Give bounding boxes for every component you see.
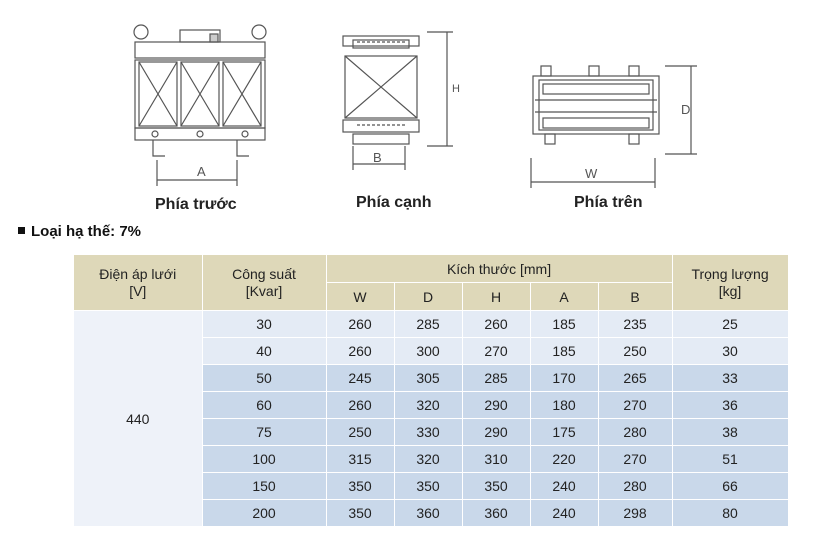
d-cell: 285: [394, 311, 462, 338]
front-view-drawing: [125, 20, 275, 190]
power-cell: 50: [202, 365, 326, 392]
a-cell: 240: [530, 473, 598, 500]
weight-cell: 51: [672, 446, 788, 473]
header-dimensions: Kích thước [mm]: [326, 255, 672, 283]
b-cell: 250: [598, 338, 672, 365]
d-cell: 300: [394, 338, 462, 365]
h-cell: 290: [462, 392, 530, 419]
power-cell: 100: [202, 446, 326, 473]
power-cell: 150: [202, 473, 326, 500]
h-cell: 285: [462, 365, 530, 392]
header-d: D: [394, 283, 462, 311]
weight-cell: 25: [672, 311, 788, 338]
section-subtitle: [18, 223, 141, 240]
a-cell: 220: [530, 446, 598, 473]
h-cell: 360: [462, 500, 530, 527]
power-cell: 60: [202, 392, 326, 419]
power-cell: 75: [202, 419, 326, 446]
power-cell: 30: [202, 311, 326, 338]
d-cell: 350: [394, 473, 462, 500]
w-cell: 315: [326, 446, 394, 473]
d-cell: 320: [394, 392, 462, 419]
power-cell: 200: [202, 500, 326, 527]
subtitle-text: Loại hạ thế: 7%: [31, 223, 142, 240]
weight-cell: 38: [672, 419, 788, 446]
weight-cell: 80: [672, 500, 788, 527]
weight-cell: 66: [672, 473, 788, 500]
top-depth-label: D: [681, 102, 691, 117]
b-cell: 280: [598, 419, 672, 446]
front-view-caption: Phía trước: [155, 196, 237, 213]
a-cell: 240: [530, 500, 598, 527]
a-cell: 185: [530, 311, 598, 338]
header-power: Công suất [Kvar]: [202, 255, 326, 311]
spec-table: [74, 255, 789, 527]
a-cell: 185: [530, 338, 598, 365]
side-view-caption: Phía cạnh: [356, 194, 432, 211]
b-cell: 235: [598, 311, 672, 338]
top-width-label: W: [585, 166, 598, 181]
h-cell: 270: [462, 338, 530, 365]
a-cell: 175: [530, 419, 598, 446]
weight-cell: 33: [672, 365, 788, 392]
b-cell: 280: [598, 473, 672, 500]
d-cell: 330: [394, 419, 462, 446]
w-cell: 250: [326, 419, 394, 446]
w-cell: 245: [326, 365, 394, 392]
b-cell: 270: [598, 446, 672, 473]
side-dim-label: B: [373, 150, 382, 165]
h-cell: 260: [462, 311, 530, 338]
weight-cell: 36: [672, 392, 788, 419]
h-cell: 290: [462, 419, 530, 446]
w-cell: 350: [326, 473, 394, 500]
table-row: [74, 311, 788, 338]
b-cell: 265: [598, 365, 672, 392]
header-weight: Trọng lượng [kg]: [672, 255, 788, 311]
side-view-drawing: [335, 28, 465, 178]
front-dim-label: A: [197, 164, 206, 179]
top-view-drawing: [525, 60, 705, 195]
side-height-label: H: [452, 83, 460, 95]
h-cell: 350: [462, 473, 530, 500]
weight-cell: 30: [672, 338, 788, 365]
w-cell: 260: [326, 311, 394, 338]
h-cell: 310: [462, 446, 530, 473]
d-cell: 320: [394, 446, 462, 473]
b-cell: 270: [598, 392, 672, 419]
d-cell: 305: [394, 365, 462, 392]
header-voltage: Điện áp lưới [V]: [74, 255, 202, 311]
a-cell: 180: [530, 392, 598, 419]
voltage-cell: 440: [74, 311, 202, 527]
d-cell: 360: [394, 500, 462, 527]
bullet-square-icon: [18, 227, 25, 234]
header-h: H: [462, 283, 530, 311]
w-cell: 260: [326, 338, 394, 365]
header-w: W: [326, 283, 394, 311]
w-cell: 260: [326, 392, 394, 419]
header-a: A: [530, 283, 598, 311]
a-cell: 170: [530, 365, 598, 392]
b-cell: 298: [598, 500, 672, 527]
top-view-caption: Phía trên: [574, 194, 643, 211]
w-cell: 350: [326, 500, 394, 527]
power-cell: 40: [202, 338, 326, 365]
header-b: B: [598, 283, 672, 311]
